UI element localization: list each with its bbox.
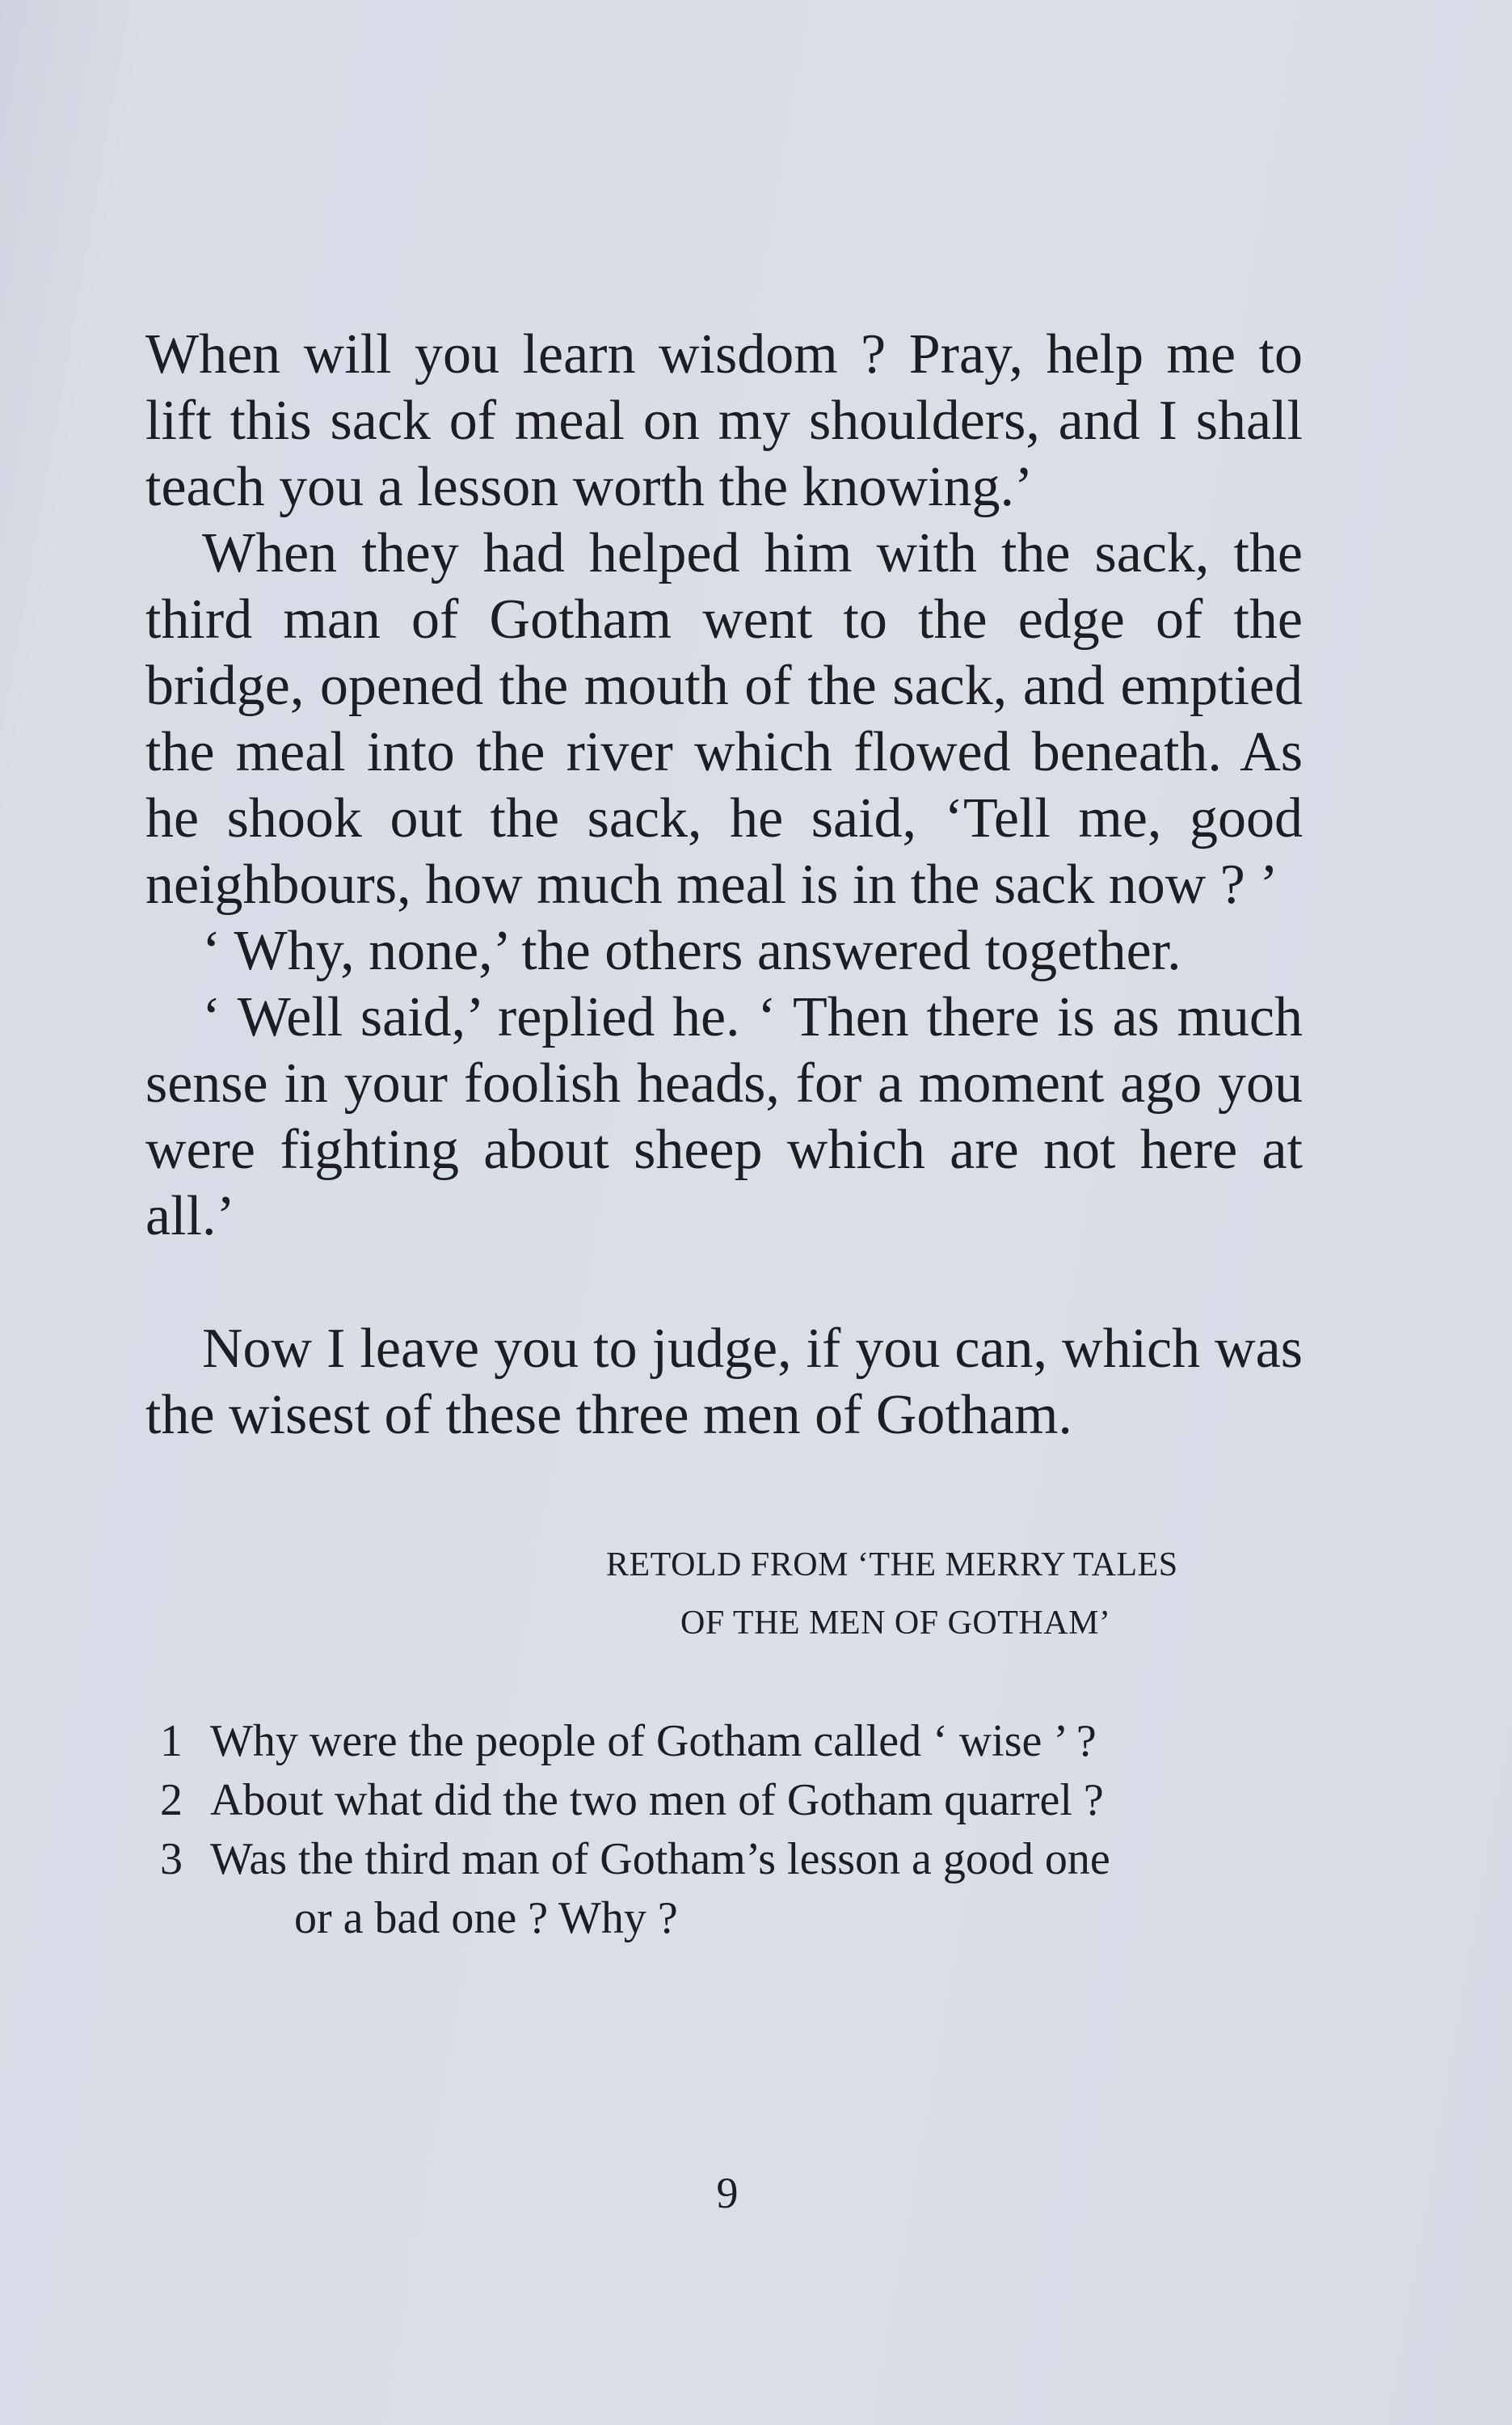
paragraph: When will you learn wisdom ? Pray, help me to lift this sack of meal on my shoulders, and I shall teach you a lesson worth the knowing.’: [145, 323, 1303, 518]
questions-list: [160, 1712, 1308, 1948]
page-number: 9: [716, 2169, 739, 2217]
story-text: [145, 322, 1303, 1449]
question-text: Why were the people of Gotham called ‘ wise ’ ?: [210, 1716, 1097, 1766]
question-number: 1: [160, 1716, 183, 1766]
question-item: [160, 1771, 1308, 1830]
question-text: About what did the two men of Gotham quarrel ?: [210, 1775, 1104, 1825]
question-number: 3: [160, 1834, 183, 1884]
question-text: Was the third man of Gotham’s lesson a good one: [210, 1834, 1110, 1884]
paragraph: ‘ Why, none,’ the others answered together.: [202, 920, 1181, 982]
question-item: [160, 1712, 1308, 1771]
question-number: 2: [160, 1775, 183, 1825]
source-credit-line: OF THE MEN OF GOTHAM’: [680, 1605, 1111, 1642]
question-text-continuation: or a bad one ? Why ?: [294, 1893, 678, 1943]
paragraph: When they had helped him with the sack, the third man of Gotham went to the edge of the bridge, opened the mouth of the sack, and emptied the meal into the river which flowed beneath. As he shook out the sack, he said, ‘Tell me, good neighbours, how much meal is in the sack now ? ’: [145, 522, 1303, 916]
source-credit: [566, 1536, 1309, 1652]
paragraph: ‘ Well said,’ replied he. ‘ Then there is as much sense in your foolish heads, for a moment ago you were fighting about sheep which are not here at all.’: [145, 986, 1303, 1247]
question-item: [160, 1830, 1308, 1948]
closing-paragraph: Now I leave you to judge, if you can, which was the wisest of these three men of Gotham.: [145, 1318, 1303, 1446]
source-credit-line: RETOLD FROM ‘THE MERRY TALES: [606, 1546, 1178, 1584]
